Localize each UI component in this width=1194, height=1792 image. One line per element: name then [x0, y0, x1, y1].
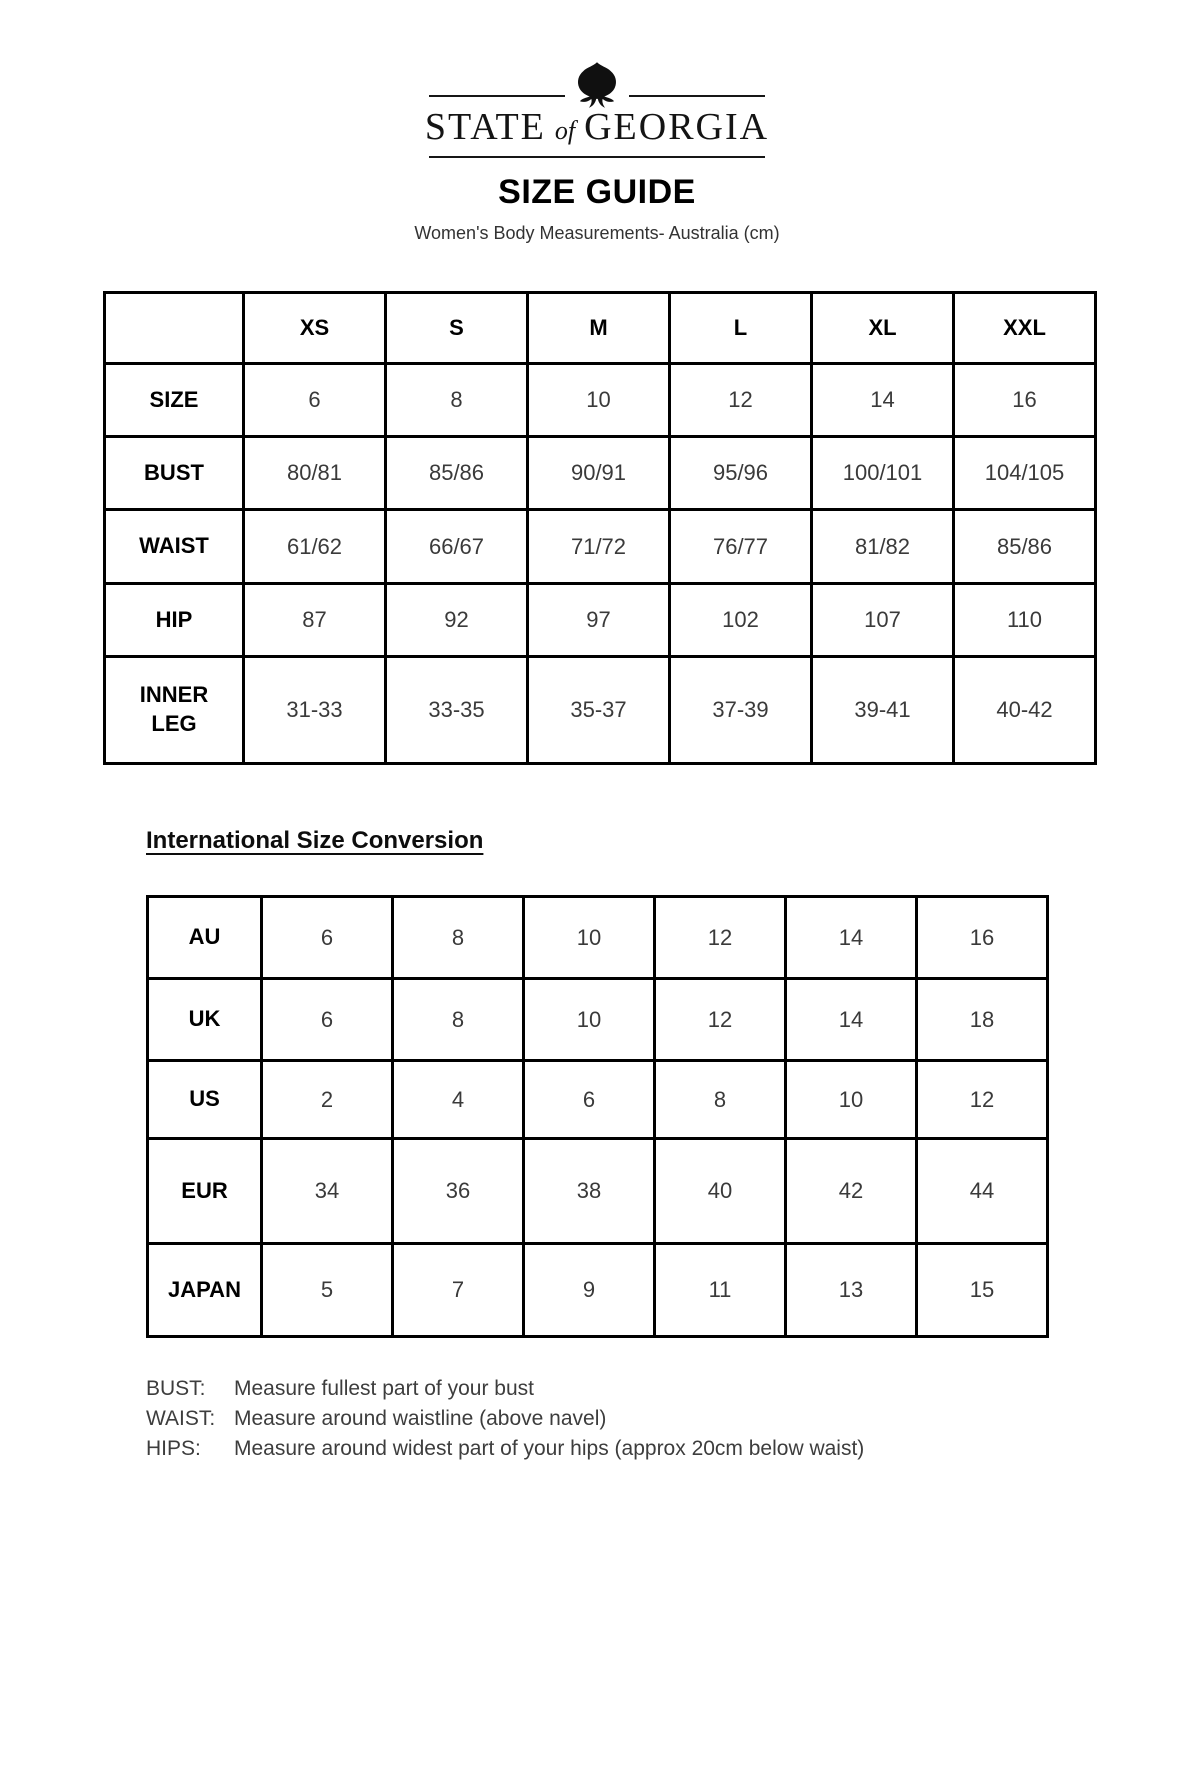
value-cell: 37-39 [670, 657, 812, 764]
value-cell: 14 [812, 364, 954, 437]
value-cell: 6 [244, 364, 386, 437]
value-cell: 92 [386, 584, 528, 657]
note-text: Measure around widest part of your hips (approx 20cm below waist) [234, 1437, 865, 1460]
page-title: SIZE GUIDE [498, 173, 696, 211]
value-cell: 40-42 [954, 657, 1096, 764]
value-cell: 36 [393, 1139, 524, 1244]
page-subtitle: Women's Body Measurements- Australia (cm) [414, 223, 780, 243]
row-label: US [148, 1061, 262, 1139]
note-label: HIPS: [146, 1437, 201, 1460]
value-cell: 102 [670, 584, 812, 657]
value-cell: 100/101 [812, 437, 954, 510]
value-cell: 6 [524, 1061, 655, 1139]
value-cell: 38 [524, 1139, 655, 1244]
column-header-xxl: XXL [954, 293, 1096, 364]
brand-word-state: STATE [424, 106, 546, 148]
value-cell: 6 [262, 979, 393, 1061]
value-cell: 110 [954, 584, 1096, 657]
note-text: Measure fullest part of your bust [234, 1377, 534, 1400]
logo-rule-right [629, 95, 765, 97]
note-label: BUST: [146, 1377, 206, 1400]
value-cell: 10 [524, 979, 655, 1061]
column-header-s: S [386, 293, 528, 364]
value-cell: 10 [786, 1061, 917, 1139]
measurements-row-hip [105, 584, 1096, 657]
value-cell: 8 [655, 1061, 786, 1139]
measurements-row-waist [105, 510, 1096, 584]
conversion-row-eur [148, 1139, 1048, 1244]
measurements-row-bust [105, 437, 1096, 510]
value-cell: 7 [393, 1244, 524, 1337]
measurements-header-row [105, 293, 1096, 364]
brand-word-of: of [554, 116, 576, 145]
value-cell: 44 [917, 1139, 1048, 1244]
value-cell: 107 [812, 584, 954, 657]
value-cell: 10 [524, 897, 655, 979]
logo-rule-left [429, 95, 565, 97]
brand-logo [424, 52, 770, 158]
brand-name [424, 105, 770, 149]
value-cell: 31-33 [244, 657, 386, 764]
value-cell: 40 [655, 1139, 786, 1244]
value-cell: 18 [917, 979, 1048, 1061]
value-cell: 8 [393, 979, 524, 1061]
row-label: HIP [105, 584, 244, 657]
measurements-table [103, 291, 1097, 765]
conversion-table [146, 895, 1049, 1338]
value-cell: 76/77 [670, 510, 812, 584]
value-cell: 90/91 [528, 437, 670, 510]
conversion-row-au [148, 897, 1048, 979]
value-cell: 85/86 [386, 437, 528, 510]
value-cell: 14 [786, 979, 917, 1061]
row-label: UK [148, 979, 262, 1061]
row-label: EUR [148, 1139, 262, 1244]
value-cell: 81/82 [812, 510, 954, 584]
column-header-xs: XS [244, 293, 386, 364]
brand-word-georgia: GEORGIA [584, 106, 770, 148]
value-cell: 11 [655, 1244, 786, 1337]
column-header-xl: XL [812, 293, 954, 364]
value-cell: 95/96 [670, 437, 812, 510]
value-cell: 16 [954, 364, 1096, 437]
measurement-notes [146, 1374, 1194, 1464]
value-cell: 5 [262, 1244, 393, 1337]
value-cell: 87 [244, 584, 386, 657]
conversion-row-uk [148, 979, 1048, 1061]
value-cell: 2 [262, 1061, 393, 1139]
conversion-row-us [148, 1061, 1048, 1139]
row-label: WAIST [105, 510, 244, 584]
value-cell: 12 [655, 979, 786, 1061]
value-cell: 12 [917, 1061, 1048, 1139]
value-cell: 66/67 [386, 510, 528, 584]
value-cell: 15 [917, 1244, 1048, 1337]
value-cell: 35-37 [528, 657, 670, 764]
note-text: Measure around waistline (above navel) [234, 1407, 607, 1430]
column-header-empty [105, 293, 244, 364]
value-cell: 9 [524, 1244, 655, 1337]
value-cell: 85/86 [954, 510, 1096, 584]
value-cell: 80/81 [244, 437, 386, 510]
value-cell: 12 [670, 364, 812, 437]
row-label: AU [148, 897, 262, 979]
value-cell: 10 [528, 364, 670, 437]
conversion-heading: International Size Conversion [146, 827, 484, 854]
row-label: BUST [105, 437, 244, 510]
value-cell: 104/105 [954, 437, 1096, 510]
row-label: INNER LEG [105, 657, 244, 764]
note-label: WAIST: [146, 1407, 216, 1430]
value-cell: 4 [393, 1061, 524, 1139]
conversion-row-japan [148, 1244, 1048, 1337]
value-cell: 33-35 [386, 657, 528, 764]
note-hips [146, 1434, 1194, 1464]
value-cell: 61/62 [244, 510, 386, 584]
column-header-l: L [670, 293, 812, 364]
measurements-row-size [105, 364, 1096, 437]
logo-rule-bottom [429, 156, 765, 158]
value-cell: 39-41 [812, 657, 954, 764]
value-cell: 12 [655, 897, 786, 979]
value-cell: 71/72 [528, 510, 670, 584]
value-cell: 16 [917, 897, 1048, 979]
note-bust [146, 1374, 1194, 1404]
column-header-m: M [528, 293, 670, 364]
value-cell: 8 [386, 364, 528, 437]
value-cell: 13 [786, 1244, 917, 1337]
row-label: JAPAN [148, 1244, 262, 1337]
value-cell: 42 [786, 1139, 917, 1244]
value-cell: 6 [262, 897, 393, 979]
tree-icon [571, 61, 623, 109]
value-cell: 97 [528, 584, 670, 657]
measurements-row-inner-leg [105, 657, 1096, 764]
brand-header [0, 0, 1194, 244]
note-waist [146, 1404, 1194, 1434]
value-cell: 8 [393, 897, 524, 979]
row-label: SIZE [105, 364, 244, 437]
logo-top [429, 52, 765, 102]
value-cell: 34 [262, 1139, 393, 1244]
value-cell: 14 [786, 897, 917, 979]
